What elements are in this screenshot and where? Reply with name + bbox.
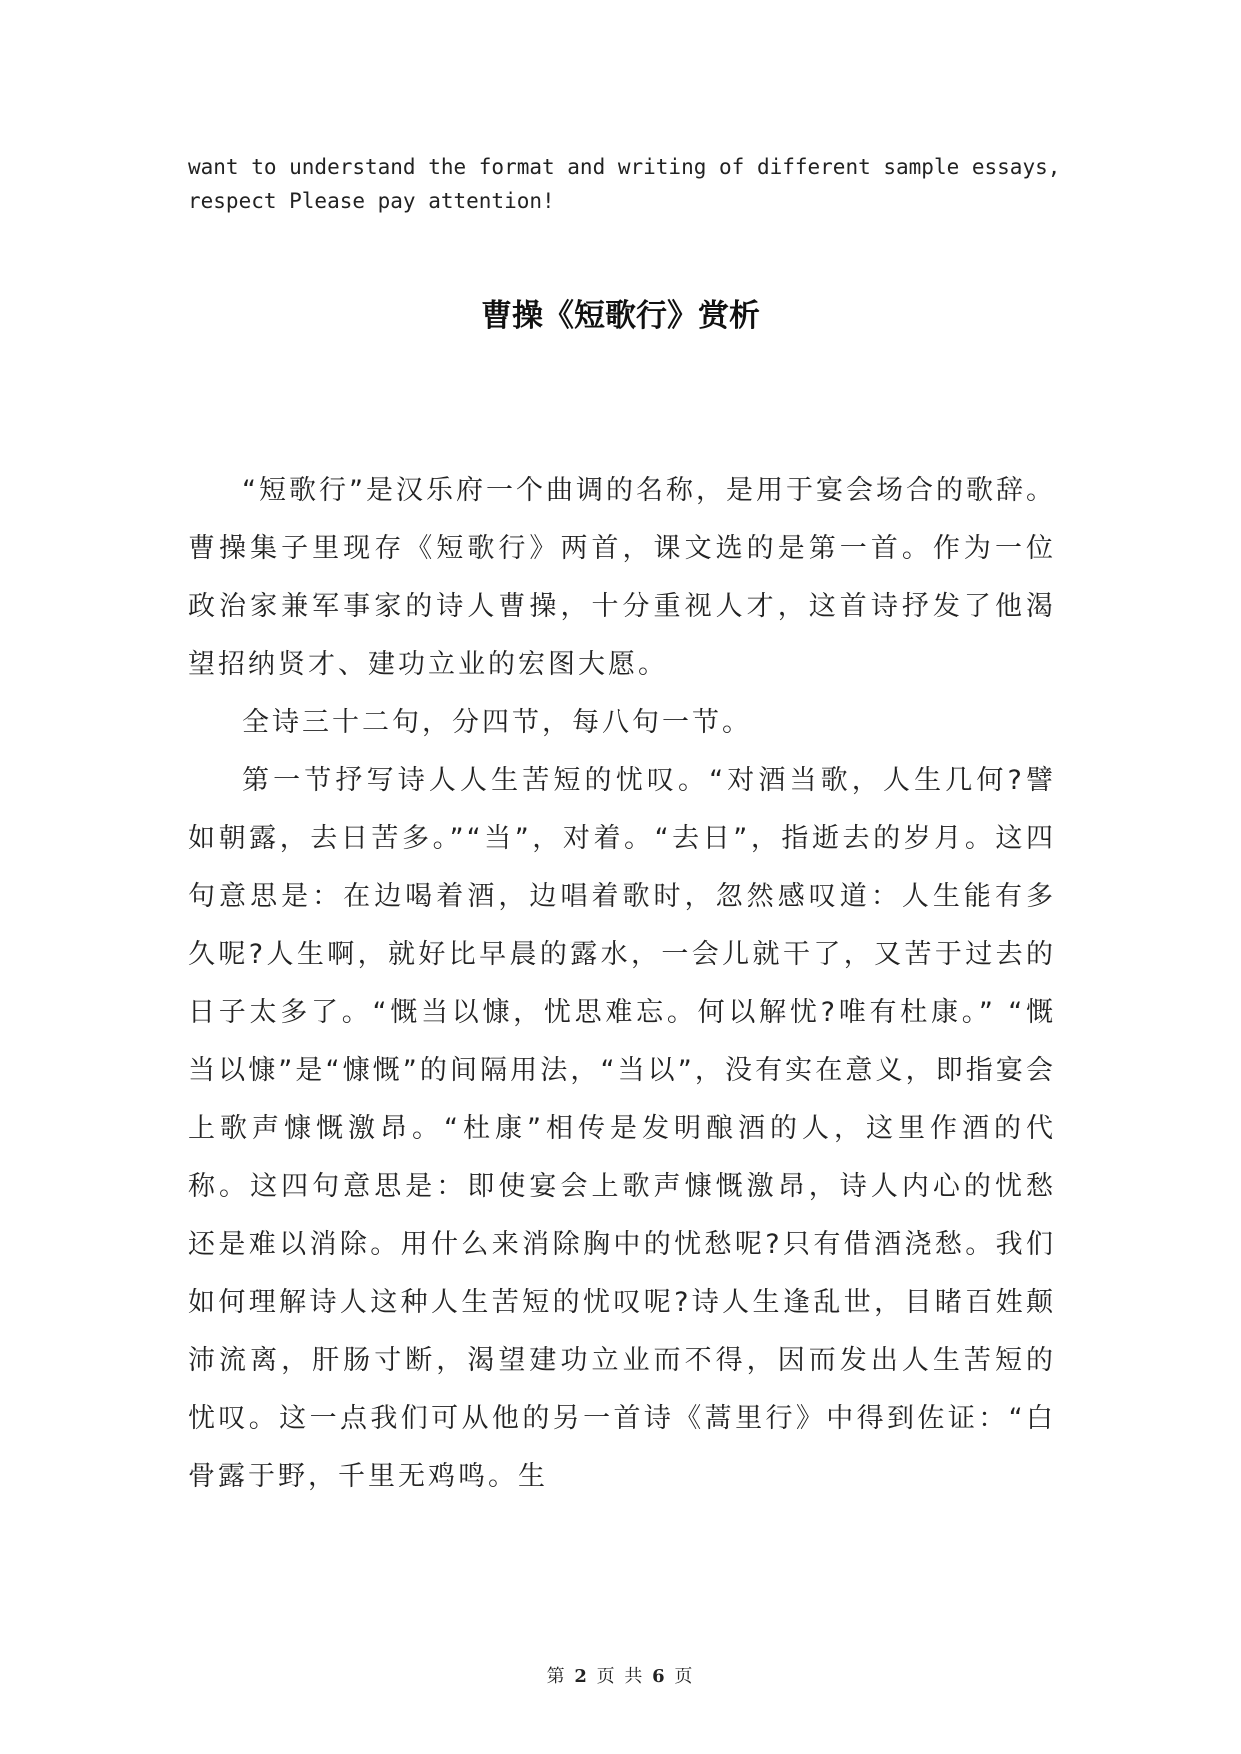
paragraph: “短歌行”是汉乐府一个曲调的名称，是用于宴会场合的歌辞。曹操集子里现存《短歌行》两首，课文选的是第一首。作为一位政治家兼军事家的诗人曹操，十分重视人才，这首诗抒发了他渴望招纳贤才、建功立业的宏图大愿。 (188, 475, 1056, 680)
page-title: 曹操《短歌行》赏析 (481, 298, 760, 334)
paragraph: 全诗三十二句，分四节，每八句一节。 (242, 707, 752, 738)
footer-prefix: 第 (546, 1666, 567, 1687)
footer-suffix: 页 (674, 1666, 695, 1687)
footer-middle: 页 共 (596, 1666, 645, 1687)
article-body (188, 462, 1056, 1506)
paragraph: 第一节抒写诗人人生苦短的忧叹。“对酒当歌，人生几何?譬如朝露，去日苦多。”“当”，对着。“去日”，指逝去的岁月。这四句意思是：在边喝着酒，边唱着歌时，忽然感叹道：人生能有多久呢?人生啊，就好比早晨的露水，一会儿就干了，又苦于过去的日子太多了。“慨当以慷，忧思难忘。何以解忧?唯有杜康。” “慨当以慷”是“慷慨”的间隔用法，“当以”，没有实在意义，即指宴会上歌声慷慨激昂。“杜康”相传是发明酿酒的人，这里作酒的代称。这四句意思是：即使宴会上歌声慷慨激昂，诗人内心的忧愁还是难以消除。用什么来消除胸中的忧愁呢?只有借酒浇愁。我们如何理解诗人这种人生苦短的忧叹呢?诗人生逢乱世，目睹百姓颠沛流离，肝肠寸断，渴望建功立业而不得，因而发出人生苦短的忧叹。这一点我们可从他的另一首诗《蒿里行》中得到佐证：“白骨露于野，千里无鸡鸣。生 (188, 765, 1056, 1492)
total-pages-number: 6 (652, 1666, 667, 1687)
current-page-number: 2 (574, 1666, 589, 1687)
page-footer (0, 1662, 1241, 1688)
intro-text: want to understand the format and writing of different sample essays, respect Please pay attention! (188, 155, 1061, 213)
